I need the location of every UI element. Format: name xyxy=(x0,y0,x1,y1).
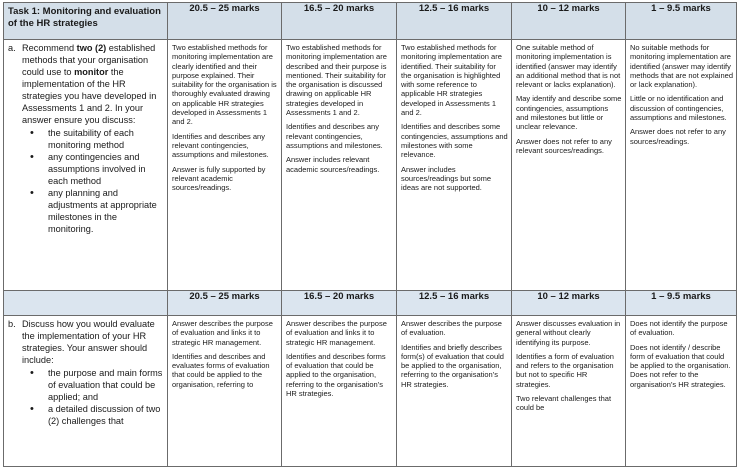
marking-rubric-table xyxy=(3,2,737,467)
descriptor-paragraph: Does not identify / describe form of evaluation that could be applied to the organisation. Does not refer to the organisation’s HR strategies. xyxy=(630,342,731,389)
band-header: 20.5 – 25 marks xyxy=(168,3,282,40)
descriptor-paragraph: May identify and describe some contingencies, assumptions and milestones but little or unclear relevance. xyxy=(516,94,622,132)
band-cell xyxy=(168,40,282,291)
list-item: • the purpose and main forms of evaluation that could be applied; and xyxy=(38,367,163,403)
band-cell xyxy=(282,316,397,467)
descriptor-paragraph: No suitable methods for monitoring implementation are identified (answer may identify methods that are not explained or lack explanation). xyxy=(630,43,733,90)
criterion-text-bold: two (2) xyxy=(76,43,107,53)
criterion-label: b. xyxy=(8,319,16,329)
criterion-a-description xyxy=(4,40,168,291)
descriptor-paragraph: Identifies and describes and evaluates forms of evaluation that could be applied to the organisation, referring to xyxy=(172,351,270,389)
criterion-text-bold: monitor xyxy=(74,67,109,77)
descriptor-paragraph: Identifies and describes some contingencies, assumptions and milestones with some relevance. xyxy=(401,122,508,160)
subheader-blank xyxy=(4,291,168,316)
descriptor-paragraph: Identifies and describes forms of evaluation that could be applied to the organisation, referring to the organisation’s HR strategies. xyxy=(286,351,386,399)
descriptor-paragraph: Little or no identification and discussion of contingencies, assumptions and milestones. xyxy=(630,94,727,123)
descriptor-paragraph: Does not identify the purpose of evaluation. xyxy=(630,319,728,338)
task-title: Task 1: Monitoring and evaluation of the HR strategies xyxy=(4,3,168,40)
list-item: • any contingencies and assumptions involved in each method xyxy=(38,151,163,187)
descriptor-paragraph: Answer includes sources/readings but some ideas are not supported. xyxy=(401,164,492,193)
header-row xyxy=(4,3,737,40)
descriptor-paragraph: Answer describes the purpose of evaluation and links it to strategic HR management. xyxy=(286,319,387,347)
descriptor-paragraph: Answer describes the purpose of evaluation and links it to strategic HR management. xyxy=(172,319,273,347)
band-cell xyxy=(626,40,737,291)
band-header: 16.5 – 20 marks xyxy=(282,291,397,316)
band-header: 16.5 – 20 marks xyxy=(282,3,397,40)
descriptor-paragraph: Two established methods for monitoring implementation are identified. Their suitability for the organisation is highlighted with some reference to applicable HR strategies developed in Assessments 1 and 2. xyxy=(401,43,502,118)
criterion-b-description xyxy=(4,316,168,467)
list-item: • any planning and adjustments at appropriate milestones in the monitoring. xyxy=(38,187,163,235)
band-cell xyxy=(512,316,626,467)
descriptor-paragraph: Answer does not refer to any sources/readings. xyxy=(630,127,726,146)
descriptor-paragraph: Answer does not refer to any relevant sources/readings. xyxy=(516,136,612,155)
descriptor-paragraph: Answer discusses evaluation in general without clearly identifying its purpose. xyxy=(516,319,621,347)
band-cell xyxy=(397,40,512,291)
criterion-text: established methods that your organisation could use to xyxy=(22,43,156,77)
band-header: 12.5 – 16 marks xyxy=(397,3,512,40)
descriptor-paragraph: One suitable method of monitoring implementation is identified (answer may identify an additional method that is not relevant or lacks explanation). xyxy=(516,43,621,90)
band-header: 12.5 – 16 marks xyxy=(397,291,512,316)
criterion-text: Discuss how you would evaluate the implementation of your HR strategies. Your answer should include: xyxy=(22,319,155,365)
descriptor-paragraph: Identifies a form of evaluation and refers to the organisation but not to specific HR strategies. xyxy=(516,351,614,389)
descriptor-paragraph: Identifies and describes any relevant contingencies, assumptions and milestones. xyxy=(286,122,383,150)
list-item: • a detailed discussion of two (2) challenges that xyxy=(38,403,163,427)
band-header: 10 – 12 marks xyxy=(512,291,626,316)
descriptor-paragraph: Identifies and briefly describes form(s) of evaluation that could be applied to the organisation, referring to the organisation’s HR strategies. xyxy=(401,342,504,389)
criterion-bullet-list xyxy=(22,367,163,427)
band-header: 10 – 12 marks xyxy=(512,3,626,40)
criterion-a-row xyxy=(4,40,737,291)
band-header: 1 – 9.5 marks xyxy=(626,3,737,40)
descriptor-paragraph: Two established methods for monitoring implementation are described and their purpose is mentioned. Their suitability for the organisation is discussed drawing on applicable HR strategies developed in Assessments 1 and 2. xyxy=(286,43,387,118)
descriptor-paragraph: Answer describes the purpose of evaluation. xyxy=(401,319,502,338)
band-header: 20.5 – 25 marks xyxy=(168,291,282,316)
band-subheader-row xyxy=(4,291,737,316)
criterion-text: the implementation of the HR strategies you have developed in Assessments 1 and 2. In your answer ensure you discuss: xyxy=(22,67,157,125)
criterion-bullet-list xyxy=(22,127,163,235)
descriptor-paragraph: Answer is fully supported by relevant academic sources/readings. xyxy=(172,164,266,193)
criterion-b-row xyxy=(4,316,737,467)
list-item: • the suitability of each monitoring method xyxy=(38,127,163,151)
band-header: 1 – 9.5 marks xyxy=(626,291,737,316)
band-cell xyxy=(282,40,397,291)
band-cell xyxy=(168,316,282,467)
band-cell xyxy=(397,316,512,467)
band-cell xyxy=(512,40,626,291)
descriptor-paragraph: Two relevant challenges that could be xyxy=(516,394,612,413)
band-cell xyxy=(626,316,737,467)
criterion-label: a. xyxy=(8,43,16,53)
descriptor-paragraph: Two established methods for monitoring implementation are clearly identified and their purpose explained. Their suitability for the organisation is thoroughly evaluated drawing on applicable HR strategies developed in Assessments 1 and 2. xyxy=(172,43,277,127)
criterion-text: Recommend xyxy=(22,43,77,53)
descriptor-paragraph: Identifies and describes any relevant contingencies, assumptions and milestones. xyxy=(172,131,269,160)
descriptor-paragraph: Answer includes relevant academic sources/readings. xyxy=(286,155,380,174)
